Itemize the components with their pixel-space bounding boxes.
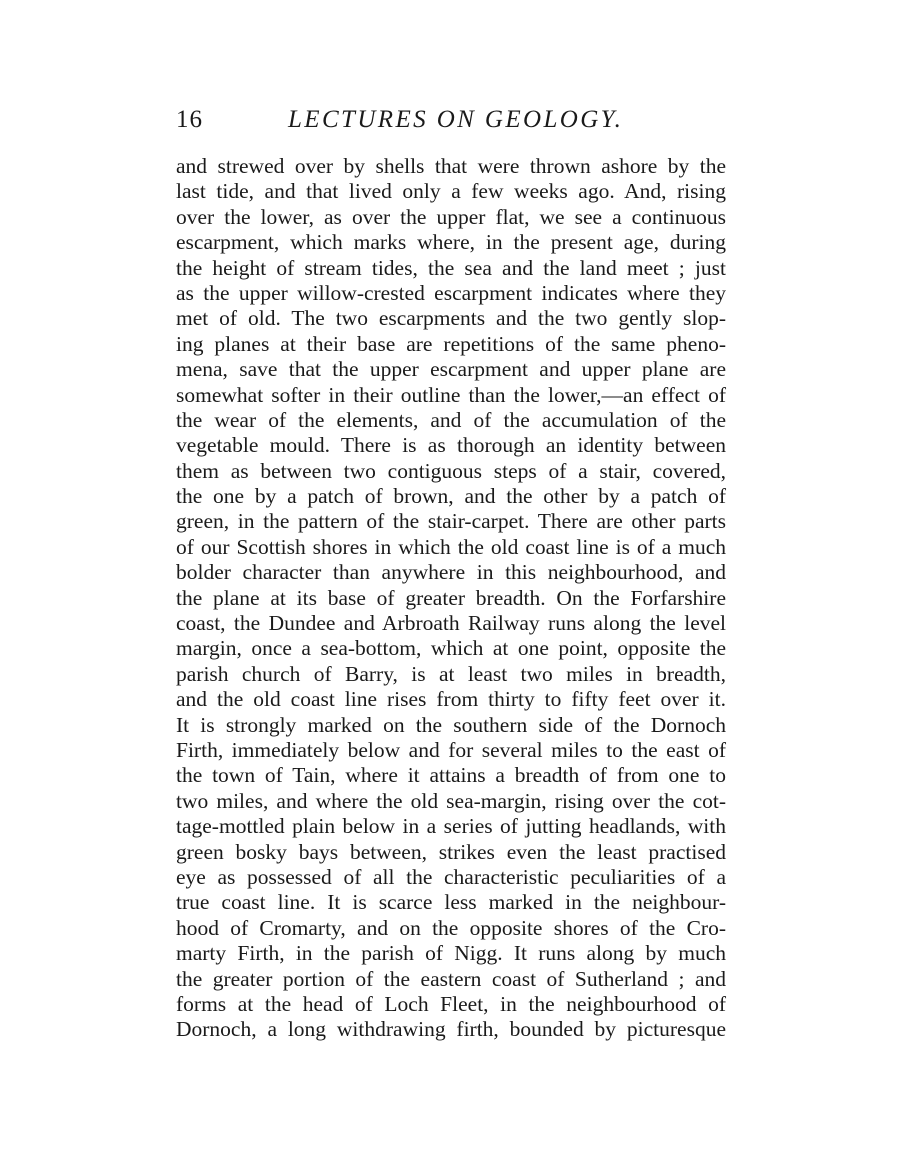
text-line: vegetable mould. There is as thorough an identity between xyxy=(176,433,726,458)
text-line: the wear of the elements, and of the accumulation of the xyxy=(176,407,726,432)
text-line: green, in the pattern of the stair-carpet. There are other parts xyxy=(176,509,726,534)
text-line: parish church of Barry, is at least two miles in breadth, xyxy=(176,661,726,686)
text-line: as the upper willow-crested escarpment indicates where they xyxy=(176,280,726,305)
text-line: the plane at its base of greater breadth. On the Forfarshire xyxy=(176,585,726,610)
text-line: last tide, and that lived only a few weeks ago. And, rising xyxy=(176,179,726,204)
text-line: the height of stream tides, the sea and the land meet ; just xyxy=(176,255,726,280)
text-line: margin, once a sea-bottom, which at one point, opposite the xyxy=(176,636,726,661)
body-text xyxy=(176,154,726,1043)
text-line: green bosky bays between, strikes even the least practised xyxy=(176,839,726,864)
text-line: the one by a patch of brown, and the other by a patch of xyxy=(176,484,726,509)
text-line: them as between two contiguous steps of a stair, covered, xyxy=(176,458,726,483)
text-line: eye as possessed of all the characteristic peculiarities of a xyxy=(176,864,726,889)
text-line: the town of Tain, where it attains a breadth of from one to xyxy=(176,763,726,788)
text-line: mena, save that the upper escarpment and upper plane are xyxy=(176,357,726,382)
page-number: 16 xyxy=(176,106,203,133)
text-line: hood of Cromarty, and on the opposite shores of the Cro- xyxy=(176,915,726,940)
text-line: and the old coast line rises from thirty to fifty feet over it. xyxy=(176,687,726,712)
text-line: Dornoch, a long withdrawing firth, bounded by picturesque xyxy=(176,1017,726,1042)
text-line: It is strongly marked on the southern side of the Dornoch xyxy=(176,712,726,737)
text-line: forms at the head of Loch Fleet, in the neighbourhood of xyxy=(176,991,726,1016)
text-line: ing planes at their base are repetitions of the same pheno- xyxy=(176,331,726,356)
text-line: somewhat softer in their outline than the lower,—an effect of xyxy=(176,382,726,407)
text-line: of our Scottish shores in which the old coast line is of a much xyxy=(176,534,726,559)
text-line: and strewed over by shells that were thrown ashore by the xyxy=(176,154,726,178)
running-title: LECTURES ON GEOLOGY. xyxy=(288,106,624,133)
text-line: true coast line. It is scarce less marked in the neighbour- xyxy=(176,890,726,915)
text-line: two miles, and where the old sea-margin, rising over the cot- xyxy=(176,788,726,813)
text-line: Firth, immediately below and for several miles to the east of xyxy=(176,737,726,762)
text-line: tage-mottled plain below in a series of jutting headlands, with xyxy=(176,814,726,839)
text-line: over the lower, as over the upper flat, we see a continuous xyxy=(176,204,726,229)
text-line: escarpment, which marks where, in the present age, during xyxy=(176,230,726,255)
text-line: met of old. The two escarpments and the two gently slop- xyxy=(176,306,726,331)
text-line: the greater portion of the eastern coast of Sutherland ; and xyxy=(176,966,726,991)
running-head xyxy=(176,102,736,142)
text-line: bolder character than anywhere in this neighbourhood, and xyxy=(176,560,726,585)
text-line: coast, the Dundee and Arbroath Railway runs along the level xyxy=(176,611,726,636)
text-line: marty Firth, in the parish of Nigg. It runs along by much xyxy=(176,941,726,966)
